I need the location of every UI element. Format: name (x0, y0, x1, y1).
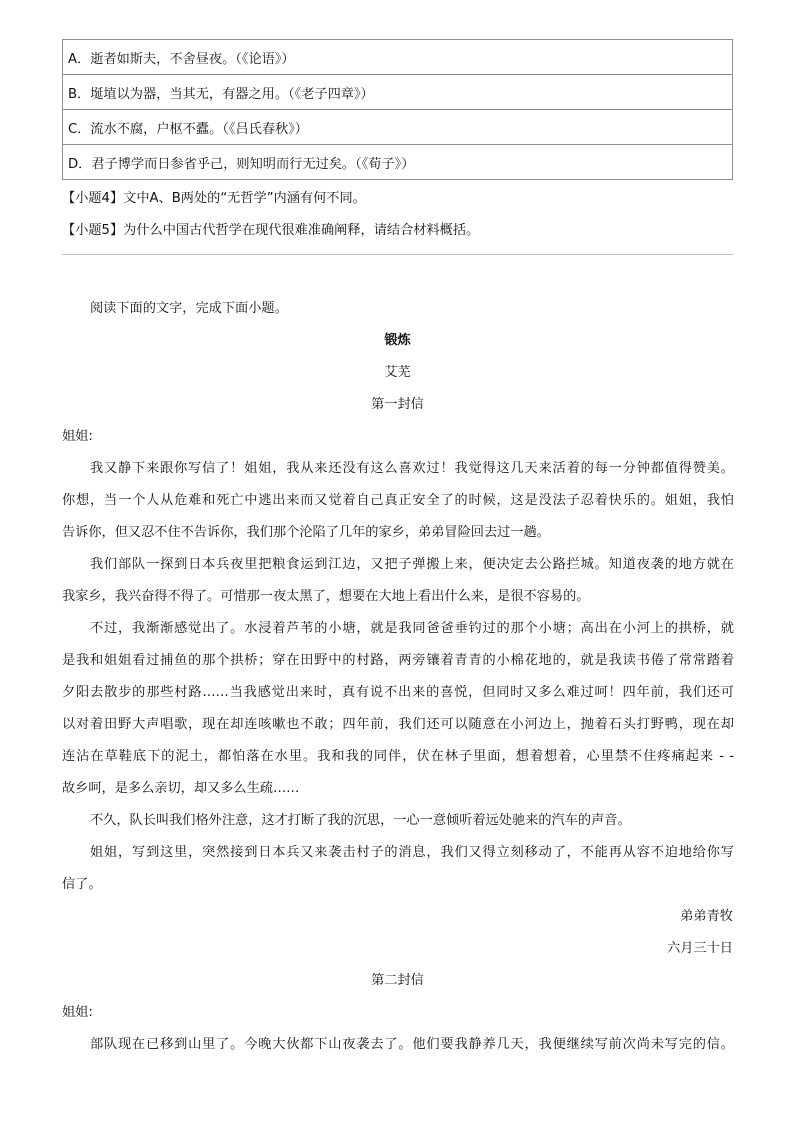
letter1-line: 夕阳去散步的那些村路……当我感觉出来时，真有说不出来的喜悦，但同时又多么难过呵！四年前，我们还可 (62, 685, 734, 700)
letter1-line: 是我和姐姐看过捕鱼的那个拱桥；穿在田野中的村路，两旁镶着青青的小棉花地的，就是我读书倦了常常踏着 (62, 653, 734, 668)
question-5: 【小题5】为什么中国古代哲学在现代很难准确阐释，请结合材料概括。 (62, 223, 480, 238)
option-a: A．逝者如斯夫，不舍昼夜。（《论语》） (63, 40, 733, 75)
option-b: B．埏埴以为器，当其无，有器之用。（《老子四章》） (63, 75, 733, 110)
letter1-line: 你想，当一个人从危难和死亡中逃出来而又觉着自己真正安全了的时候，这是没法子忍着快乐的。姐姐，我怕 (62, 493, 734, 508)
passage-title: 锻炼 (384, 333, 411, 348)
letter1-line: 故乡呵，是多么亲切，却又多么生疏…… (62, 781, 300, 796)
letter1-line: 我们部队一探到日本兵夜里把粮食运到江边，又把子弹搬上来，便决定去公路拦城。知道夜袭的地方就在 (90, 557, 734, 572)
reading-instruction: 阅读下面的文字，完成下面小题。 (90, 301, 288, 316)
letter1-salutation: 姐姐: (62, 429, 93, 444)
option-d: D．君子博学而日参省乎己，则知明而行无过矣。（《荀子》） (63, 145, 733, 180)
letter1-line: 不过，我渐渐感觉出了。水浸着芦苇的小塘，就是我同爸爸垂钓过的那个小塘；高出在小河上的拱桥，就 (90, 621, 734, 636)
letter1-line: 告诉你，但又忍不住不告诉你，我们那个沦陷了几年的家乡，弟弟冒险回去过一趟。 (62, 525, 550, 540)
letter2-salutation: 姐姐: (62, 1005, 93, 1020)
option-c: C．流水不腐，户枢不蠹。（《吕氏春秋》） (63, 110, 733, 145)
letter1-line: 信了。 (62, 877, 102, 892)
letter1-line: 以对着田野大声唱歌，现在却连咳嗽也不敢；四年前，我们还可以随意在小河边上，抛着石头打野鸭，现在却 (62, 717, 734, 732)
options-table (62, 39, 733, 180)
section-divider (62, 254, 733, 255)
letter1-line: 我又静下来跟你写信了！姐姐，我从来还没有这么喜欢过！我觉得这几天来活着的每一分钟都值得赞美。 (90, 461, 734, 476)
letter1-line: 姐姐，写到这里，突然接到日本兵又来袭击村子的消息，我们又得立刻移动了，不能再从容不迫地给你写 (90, 845, 734, 860)
letter2-line: 部队现在已移到山里了。今晚大伙都下山夜袭去了。他们要我静养几天，我便继续写前次尚未写完的信。 (90, 1037, 734, 1052)
passage-author: 艾芜 (384, 365, 411, 380)
letter1-date: 六月三十日 (667, 941, 733, 956)
letter1-line: 我家乡，我兴奋得不得了。可惜那一夜太黑了，想要在大地上看出什么来，是很不容易的。 (62, 589, 590, 604)
letter1-signature: 弟弟青牧 (680, 909, 733, 924)
letter1-line: 不久，队长叫我们格外注意，这才打断了我的沉思，一心一意倾听着远处驰来的汽车的声音。 (90, 813, 631, 828)
letter1-heading: 第一封信 (371, 397, 424, 412)
letter2-heading: 第二封信 (371, 973, 424, 988)
letter1-line: 连沾在草鞋底下的泥土，都怕落在水里。我和我的同伴，伏在林子里面，想着想着，心里禁不住疼痛起来 - - (62, 749, 734, 764)
question-4: 【小题4】文中A、B两处的“无哲学”内涵有何不同。 (62, 191, 366, 206)
